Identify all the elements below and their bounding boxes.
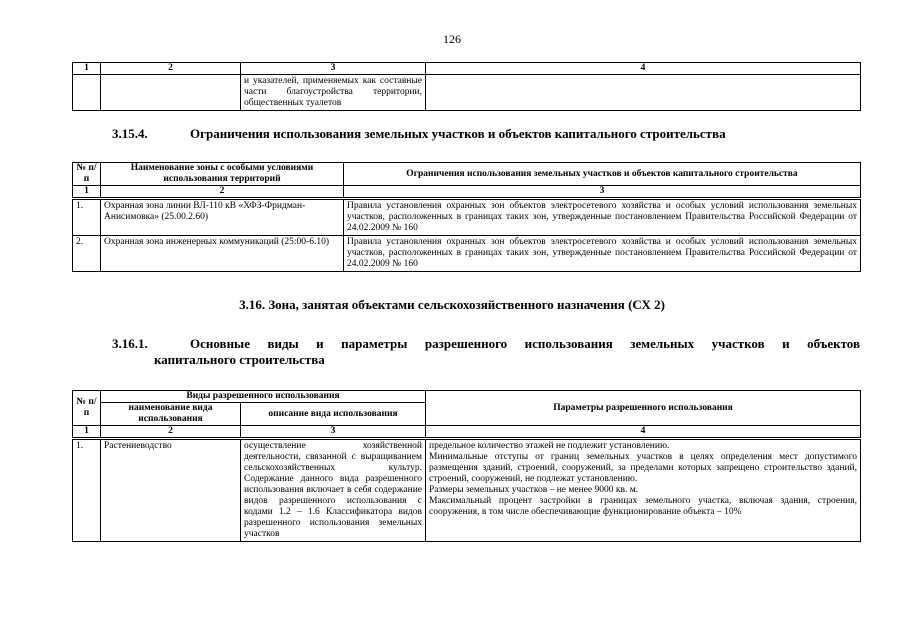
header-group: Виды разрешенного использования bbox=[101, 391, 426, 403]
index-cell: 2 bbox=[101, 63, 241, 75]
param-line: Минимальные отступы от границ земельных участков в целях определения мест допустимого размещения зданий, строений, сооружений, за пределами которых запрещено строительство зданий, строений, сооружений, не подлежат установлению. bbox=[429, 452, 857, 484]
header-desc: описание вида использования bbox=[241, 403, 426, 426]
index-cell: 4 bbox=[426, 426, 861, 439]
cell-desc: осуществление хозяйственной деятельности, связанной с выращиванием сельскохозяйственных культур. Содержание данного вида разрешенного использования включает в себя содержание видов разрешенного использования с кодами 1.2 – 1.6 Классификатора видов разрешенного использования земельных участков bbox=[241, 439, 426, 542]
cell-name: Растениеводство bbox=[101, 439, 241, 542]
header-num: № п/п bbox=[73, 391, 101, 426]
section-title: 3.16. Зона, занятая объектами сельскохозяйственного назначения (СХ 2) bbox=[239, 297, 665, 312]
cell-num bbox=[73, 75, 101, 111]
cell-params bbox=[426, 439, 861, 542]
section-heading-3-16 bbox=[0, 297, 904, 313]
cell-desc: и указателей, применяемых как составные части благоустройства территории, общественных туалетов bbox=[241, 75, 426, 111]
index-row bbox=[73, 63, 861, 75]
cell-limits: Правила установления охранных зон объектов электросетевого хозяйства и особых условий использования земельных участков, расположенных в границах таких зон, утвержденные постановлением Правительства Российской Федерации от 24.02.2009 № 160 bbox=[344, 236, 861, 272]
cell-limits: Правила установления охранных зон объектов электросетевого хозяйства и особых условий использования земельных участков, расположенных в границах таких зон, утвержденные постановлением Правительства Российской Федерации от 24.02.2009 № 160 bbox=[344, 199, 861, 236]
cell-num: 2. bbox=[73, 236, 101, 272]
section-title: Ограничения использования земельных участков и объектов капитального строительства bbox=[190, 126, 726, 141]
header-params: Параметры разрешенного использования bbox=[426, 391, 861, 426]
header-zone: Наименование зоны с особыми условиями использования территорий bbox=[101, 163, 344, 186]
section-title-line2: капитального строительства bbox=[154, 352, 325, 367]
index-cell: 2 bbox=[101, 186, 344, 199]
index-cell: 3 bbox=[241, 426, 426, 439]
header-row-1 bbox=[73, 391, 861, 403]
param-line: Размеры земельных участков – не менее 9000 кв. м. bbox=[429, 485, 639, 495]
section-number: 3.15.4. bbox=[112, 126, 148, 141]
cell-zone: Охранная зона инженерных коммуникаций (25:00-6.10) bbox=[101, 236, 344, 272]
continuation-table bbox=[72, 62, 861, 111]
index-cell: 4 bbox=[426, 63, 861, 75]
page-number: 126 bbox=[443, 32, 461, 46]
index-cell: 3 bbox=[344, 186, 861, 199]
index-cell: 1 bbox=[73, 186, 101, 199]
cell-zone: Охранная зона линии ВЛ-110 кВ «ХФЗ-Фридман-Анисимовка» (25.00.2.60) bbox=[101, 199, 344, 236]
index-cell: 1 bbox=[73, 63, 101, 75]
index-cell: 1 bbox=[73, 426, 101, 439]
header-limits: Ограничения использования земельных участков и объектов капитального строительства bbox=[344, 163, 861, 186]
table-row bbox=[73, 439, 861, 542]
header-name: наименование вида использования bbox=[101, 403, 241, 426]
index-row bbox=[73, 426, 861, 439]
header-num: № п/п bbox=[73, 163, 101, 186]
uses-table bbox=[72, 390, 861, 542]
restrictions-table bbox=[72, 162, 861, 272]
param-line: Максимальный процент застройки в границах земельного участка, включая здания, строения, сооружения, в том числе обеспечивающие функционирование объекта – 10% bbox=[429, 496, 857, 517]
table-row bbox=[73, 236, 861, 272]
section-number: 3.16.1. bbox=[112, 336, 148, 351]
cell-num: 1. bbox=[73, 439, 101, 542]
index-row bbox=[73, 186, 861, 199]
section-heading-3-16-1 bbox=[112, 336, 860, 368]
index-cell: 2 bbox=[101, 426, 241, 439]
table-row bbox=[73, 75, 861, 111]
header-row bbox=[73, 163, 861, 186]
index-cell: 3 bbox=[241, 63, 426, 75]
param-line: предельное количество этажей не подлежит установлению. bbox=[429, 441, 670, 451]
cell-num: 1. bbox=[73, 199, 101, 236]
table-row bbox=[73, 199, 861, 236]
section-heading-3-15-4 bbox=[112, 126, 872, 142]
section-title-line1: Основные виды и параметры разрешенного использования земельных участков и объектов bbox=[190, 336, 860, 351]
cell-params bbox=[426, 75, 861, 111]
cell-name bbox=[101, 75, 241, 111]
